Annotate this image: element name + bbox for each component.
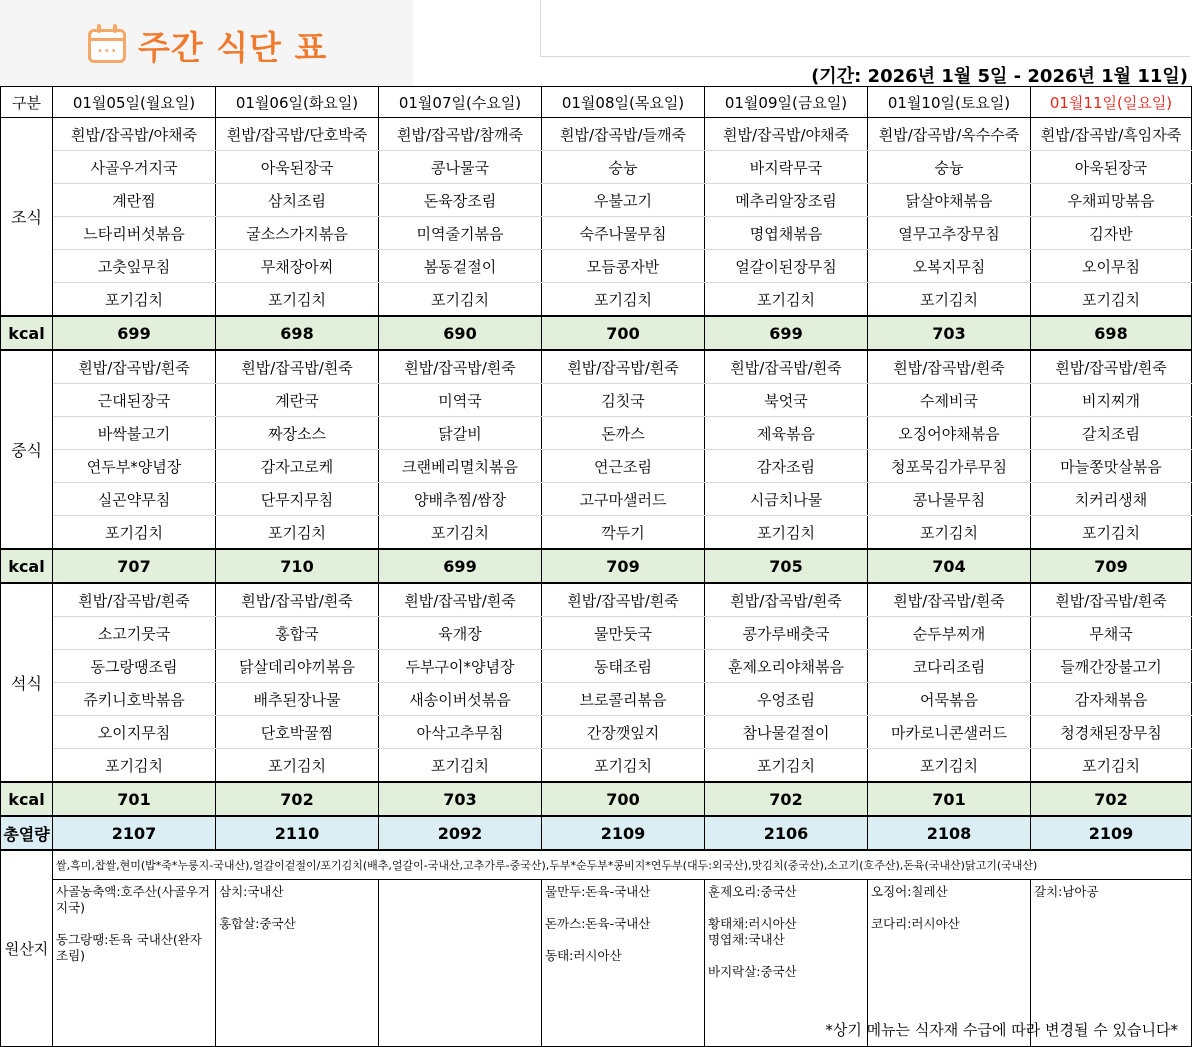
menu-item: 삼치조림 bbox=[216, 184, 379, 217]
menu-item: 감자채볶음 bbox=[1031, 683, 1192, 716]
total-label: 총열량 bbox=[1, 816, 53, 850]
menu-item: 감자고로케 bbox=[216, 450, 379, 483]
kcal-value: 709 bbox=[542, 549, 705, 583]
menu-item: 흰밥/잡곡밥/흰죽 bbox=[1031, 350, 1192, 384]
menu-item: 흰밥/잡곡밥/흰죽 bbox=[542, 350, 705, 384]
title-banner bbox=[0, 0, 413, 86]
menu-item: 흰밥/잡곡밥/흰죽 bbox=[53, 350, 216, 384]
menu-item: 무채국 bbox=[1031, 617, 1192, 650]
notice-text: *상기 메뉴는 식자재 수급에 따라 변경될 수 있습니다* bbox=[825, 1021, 1178, 1039]
origin-cell bbox=[542, 880, 705, 1047]
menu-item: 마늘쫑맛살볶음 bbox=[1031, 450, 1192, 483]
menu-item: 들깨간장불고기 bbox=[1031, 650, 1192, 683]
total-value: 2108 bbox=[868, 816, 1031, 850]
kcal-value: 704 bbox=[868, 549, 1031, 583]
origin-cell bbox=[379, 880, 542, 1047]
kcal-value: 698 bbox=[216, 316, 379, 350]
table-row bbox=[1, 283, 1192, 317]
menu-item: 양배추찜/쌈장 bbox=[379, 483, 542, 516]
menu-item: 계란찜 bbox=[53, 184, 216, 217]
menu-item: 포기김치 bbox=[1031, 516, 1192, 550]
origin-item: 훈제오리:중국산 bbox=[708, 884, 797, 899]
menu-item: 오징어야채볶음 bbox=[868, 417, 1031, 450]
menu-item: 포기김치 bbox=[868, 749, 1031, 783]
origin-item: 삼치:국내산 bbox=[219, 884, 284, 899]
menu-item: 닭살야채볶음 bbox=[868, 184, 1031, 217]
kcal-value: 702 bbox=[705, 782, 868, 816]
menu-item: 홍합국 bbox=[216, 617, 379, 650]
menu-item: 소고기뭇국 bbox=[53, 617, 216, 650]
menu-item: 실곤약무침 bbox=[53, 483, 216, 516]
menu-item: 바싹불고기 bbox=[53, 417, 216, 450]
menu-item: 근대된장국 bbox=[53, 384, 216, 417]
calendar-icon: ••• bbox=[88, 29, 126, 63]
menu-item: 포기김치 bbox=[705, 749, 868, 783]
menu-item: 수제비국 bbox=[868, 384, 1031, 417]
menu-item: 흰밥/잡곡밥/흰죽 bbox=[379, 583, 542, 617]
day-header: 01월06일(화요일) bbox=[216, 87, 379, 118]
day-header: 01월05일(월요일) bbox=[53, 87, 216, 118]
menu-item: 닭갈비 bbox=[379, 417, 542, 450]
menu-item: 육개장 bbox=[379, 617, 542, 650]
menu-item: 고구마샐러드 bbox=[542, 483, 705, 516]
menu-item: 콩가루배춧국 bbox=[705, 617, 868, 650]
origin-item: 동그랑땡:돈육 국내산(완자조림) bbox=[56, 932, 202, 963]
menu-item: 단호박꿀찜 bbox=[216, 716, 379, 749]
divider bbox=[540, 0, 541, 56]
kcal-value: 700 bbox=[542, 316, 705, 350]
origin-item: 홍합살:중국산 bbox=[219, 916, 296, 931]
menu-item: 쥬키니호박볶음 bbox=[53, 683, 216, 716]
menu-item: 어묵볶음 bbox=[868, 683, 1031, 716]
table-row bbox=[1, 749, 1192, 783]
day-header: 01월11일(일요일) bbox=[1031, 87, 1192, 118]
menu-item: 포기김치 bbox=[379, 283, 542, 317]
table-row bbox=[1, 716, 1192, 749]
kcal-value: 699 bbox=[53, 316, 216, 350]
day-header: 01월09일(금요일) bbox=[705, 87, 868, 118]
menu-item: 깍두기 bbox=[542, 516, 705, 550]
menu-item: 숙주나물무침 bbox=[542, 217, 705, 250]
header-row bbox=[1, 87, 1192, 118]
origin-cell bbox=[53, 880, 216, 1047]
menu-item: 모듬콩자반 bbox=[542, 250, 705, 283]
origin-item: 갈치:남아공 bbox=[1034, 884, 1099, 899]
menu-item: 짜장소스 bbox=[216, 417, 379, 450]
table-row bbox=[1, 683, 1192, 716]
menu-item: 포기김치 bbox=[53, 283, 216, 317]
menu-item: 아삭고추무침 bbox=[379, 716, 542, 749]
menu-item: 간장깻잎지 bbox=[542, 716, 705, 749]
menu-item: 치커리생채 bbox=[1031, 483, 1192, 516]
menu-item: 아욱된장국 bbox=[216, 151, 379, 184]
period-text: (기간: 2026년 1월 5일 - 2026년 1월 11일) bbox=[811, 66, 1188, 87]
origin-label: 원산지 bbox=[1, 850, 53, 1047]
menu-item: 단무지무침 bbox=[216, 483, 379, 516]
table-row bbox=[1, 417, 1192, 450]
table-row bbox=[1, 350, 1192, 384]
total-value: 2109 bbox=[1031, 816, 1192, 850]
day-header: 01월08일(목요일) bbox=[542, 87, 705, 118]
menu-item: 감자조림 bbox=[705, 450, 868, 483]
menu-item: 오복지무침 bbox=[868, 250, 1031, 283]
menu-item: 흰밥/잡곡밥/흰죽 bbox=[542, 583, 705, 617]
menu-item: 메추리알장조림 bbox=[705, 184, 868, 217]
origin-item: 코다리:러시아산 bbox=[871, 916, 960, 931]
menu-item: 포기김치 bbox=[1031, 283, 1192, 317]
menu-item: 포기김치 bbox=[53, 749, 216, 783]
menu-item: 느타리버섯볶음 bbox=[53, 217, 216, 250]
kcal-row bbox=[1, 782, 1192, 816]
menu-item: 포기김치 bbox=[216, 516, 379, 550]
kcal-value: 703 bbox=[379, 782, 542, 816]
total-value: 2107 bbox=[53, 816, 216, 850]
menu-item: 흰밥/잡곡밥/흰죽 bbox=[53, 583, 216, 617]
menu-item: 크랜베리멸치볶음 bbox=[379, 450, 542, 483]
menu-item: 계란국 bbox=[216, 384, 379, 417]
kcal-label: kcal bbox=[1, 549, 53, 583]
origin-item: 동태:러시아산 bbox=[545, 948, 622, 963]
origin-item: 황태채:러시아산 명엽채:국내산 bbox=[708, 916, 797, 947]
menu-item: 굴소스가지볶음 bbox=[216, 217, 379, 250]
menu-item: 제육볶음 bbox=[705, 417, 868, 450]
table-row bbox=[1, 217, 1192, 250]
table-row bbox=[1, 617, 1192, 650]
menu-item: 북엇국 bbox=[705, 384, 868, 417]
kcal-value: 699 bbox=[379, 549, 542, 583]
menu-item: 연근조림 bbox=[542, 450, 705, 483]
menu-item: 김자반 bbox=[1031, 217, 1192, 250]
menu-item: 훈제오리야채볶음 bbox=[705, 650, 868, 683]
table-row bbox=[1, 650, 1192, 683]
menu-item: 포기김치 bbox=[705, 516, 868, 550]
origin-item: 오징어:칠레산 bbox=[871, 884, 948, 899]
menu-item: 얼갈이된장무침 bbox=[705, 250, 868, 283]
menu-item: 우엉조림 bbox=[705, 683, 868, 716]
menu-item: 참나물겉절이 bbox=[705, 716, 868, 749]
menu-item: 포기김치 bbox=[1031, 749, 1192, 783]
total-row bbox=[1, 816, 1192, 850]
table-row bbox=[1, 450, 1192, 483]
menu-item: 흰밥/잡곡밥/옥수수죽 bbox=[868, 118, 1031, 151]
menu-item: 배추된장나물 bbox=[216, 683, 379, 716]
menu-item: 청포묵김가루무침 bbox=[868, 450, 1031, 483]
menu-item: 순두부찌개 bbox=[868, 617, 1031, 650]
menu-item: 오이무침 bbox=[1031, 250, 1192, 283]
origin-item: 돈까스:돈육-국내산 bbox=[545, 916, 651, 931]
menu-item: 새송이버섯볶음 bbox=[379, 683, 542, 716]
kcal-label: kcal bbox=[1, 316, 53, 350]
menu-item: 흰밥/잡곡밥/단호박죽 bbox=[216, 118, 379, 151]
menu-item: 흰밥/잡곡밥/흰죽 bbox=[705, 350, 868, 384]
kcal-value: 701 bbox=[868, 782, 1031, 816]
table-row bbox=[1, 384, 1192, 417]
kcal-value: 698 bbox=[1031, 316, 1192, 350]
menu-item: 흰밥/잡곡밥/들깨죽 bbox=[542, 118, 705, 151]
table-row bbox=[1, 516, 1192, 550]
menu-item: 아욱된장국 bbox=[1031, 151, 1192, 184]
kcal-value: 699 bbox=[705, 316, 868, 350]
menu-item: 포기김치 bbox=[868, 516, 1031, 550]
menu-item: 흰밥/잡곡밥/흑임자죽 bbox=[1031, 118, 1192, 151]
menu-item: 포기김치 bbox=[705, 283, 868, 317]
menu-item: 포기김치 bbox=[379, 749, 542, 783]
total-value: 2106 bbox=[705, 816, 868, 850]
menu-item: 포기김치 bbox=[216, 749, 379, 783]
menu-item: 동태조림 bbox=[542, 650, 705, 683]
menu-item: 흰밥/잡곡밥/흰죽 bbox=[379, 350, 542, 384]
menu-item: 물만둣국 bbox=[542, 617, 705, 650]
menu-item: 숭늉 bbox=[542, 151, 705, 184]
meal-label: 중식 bbox=[1, 350, 53, 549]
kcal-value: 703 bbox=[868, 316, 1031, 350]
day-header: 01월07일(수요일) bbox=[379, 87, 542, 118]
menu-item: 코다리조림 bbox=[868, 650, 1031, 683]
menu-item: 닭살데리야끼볶음 bbox=[216, 650, 379, 683]
total-value: 2110 bbox=[216, 816, 379, 850]
menu-item: 갈치조림 bbox=[1031, 417, 1192, 450]
kcal-value: 702 bbox=[1031, 782, 1192, 816]
kcal-value: 710 bbox=[216, 549, 379, 583]
menu-item: 김칫국 bbox=[542, 384, 705, 417]
table-row bbox=[1, 151, 1192, 184]
menu-item: 콩나물무침 bbox=[868, 483, 1031, 516]
menu-item: 두부구이*양념장 bbox=[379, 650, 542, 683]
menu-item: 봄동겉절이 bbox=[379, 250, 542, 283]
origin-item: 사골농축액:호주산(사골우거지국) bbox=[56, 884, 210, 915]
menu-item: 우채피망볶음 bbox=[1031, 184, 1192, 217]
menu-item: 포기김치 bbox=[379, 516, 542, 550]
menu-item: 숭늉 bbox=[868, 151, 1031, 184]
menu-item: 흰밥/잡곡밥/흰죽 bbox=[868, 583, 1031, 617]
table-row bbox=[1, 184, 1192, 217]
menu-item: 동그랑땡조림 bbox=[53, 650, 216, 683]
menu-item: 흰밥/잡곡밥/야채죽 bbox=[705, 118, 868, 151]
menu-item: 흰밥/잡곡밥/흰죽 bbox=[216, 350, 379, 384]
menu-item: 바지락무국 bbox=[705, 151, 868, 184]
table-row bbox=[1, 250, 1192, 283]
kcal-value: 705 bbox=[705, 549, 868, 583]
menu-item: 포기김치 bbox=[53, 516, 216, 550]
divider bbox=[540, 56, 1190, 57]
menu-item: 명엽채볶음 bbox=[705, 217, 868, 250]
kcal-value: 709 bbox=[1031, 549, 1192, 583]
menu-item: 열무고추장무침 bbox=[868, 217, 1031, 250]
menu-item: 비지찌개 bbox=[1031, 384, 1192, 417]
menu-item: 포기김치 bbox=[868, 283, 1031, 317]
menu-item: 흰밥/잡곡밥/흰죽 bbox=[1031, 583, 1192, 617]
kcal-value: 701 bbox=[53, 782, 216, 816]
menu-item: 흰밥/잡곡밥/참깨죽 bbox=[379, 118, 542, 151]
menu-item: 돈까스 bbox=[542, 417, 705, 450]
header-label: 구분 bbox=[1, 87, 53, 118]
menu-item: 포기김치 bbox=[216, 283, 379, 317]
menu-item: 돈육장조림 bbox=[379, 184, 542, 217]
total-value: 2109 bbox=[542, 816, 705, 850]
meal-label: 석식 bbox=[1, 583, 53, 782]
menu-item: 흰밥/잡곡밥/흰죽 bbox=[868, 350, 1031, 384]
menu-item: 시금치나물 bbox=[705, 483, 868, 516]
menu-item: 흰밥/잡곡밥/흰죽 bbox=[705, 583, 868, 617]
page-title: 주간 식단 표 bbox=[138, 28, 328, 67]
kcal-value: 690 bbox=[379, 316, 542, 350]
kcal-value: 700 bbox=[542, 782, 705, 816]
origin-item: 바지락살:중국산 bbox=[708, 964, 797, 979]
menu-item: 브로콜리볶음 bbox=[542, 683, 705, 716]
origin-common: 쌀,흑미,찹쌀,현미(밥*죽*누룽지-국내산),얼갈이겉절이/포기김치(배추,얼갈이-국내산,고추가루-중국산),두부*순두부*콩비지*연두부(대두:외국산),맛김치(중국산),소고기(호주산),돈육(국내산)닭고기(국내산) bbox=[53, 850, 1192, 880]
menu-item: 우불고기 bbox=[542, 184, 705, 217]
menu-item: 청경채된장무침 bbox=[1031, 716, 1192, 749]
meal-label: 조식 bbox=[1, 118, 53, 317]
kcal-value: 702 bbox=[216, 782, 379, 816]
menu-item: 포기김치 bbox=[542, 749, 705, 783]
origin-cell bbox=[216, 880, 379, 1047]
menu-item: 콩나물국 bbox=[379, 151, 542, 184]
day-header: 01월10일(토요일) bbox=[868, 87, 1031, 118]
menu-item: 미역줄기볶음 bbox=[379, 217, 542, 250]
menu-item: 흰밥/잡곡밥/흰죽 bbox=[216, 583, 379, 617]
total-value: 2092 bbox=[379, 816, 542, 850]
menu-item: 무채장아찌 bbox=[216, 250, 379, 283]
table-row bbox=[1, 583, 1192, 617]
kcal-row bbox=[1, 549, 1192, 583]
table-row bbox=[1, 483, 1192, 516]
kcal-label: kcal bbox=[1, 782, 53, 816]
menu-item: 연두부*양념장 bbox=[53, 450, 216, 483]
table-row bbox=[1, 118, 1192, 151]
menu-item: 흰밥/잡곡밥/야채죽 bbox=[53, 118, 216, 151]
kcal-row bbox=[1, 316, 1192, 350]
menu-item: 마카로니콘샐러드 bbox=[868, 716, 1031, 749]
menu-item: 미역국 bbox=[379, 384, 542, 417]
menu-item: 사골우거지국 bbox=[53, 151, 216, 184]
menu-table bbox=[0, 86, 1192, 1047]
menu-item: 포기김치 bbox=[542, 283, 705, 317]
menu-item: 오이지무침 bbox=[53, 716, 216, 749]
kcal-value: 707 bbox=[53, 549, 216, 583]
menu-item: 고춧잎무침 bbox=[53, 250, 216, 283]
origin-item: 물만두:돈육-국내산 bbox=[545, 884, 651, 899]
origin-row bbox=[1, 850, 1192, 880]
